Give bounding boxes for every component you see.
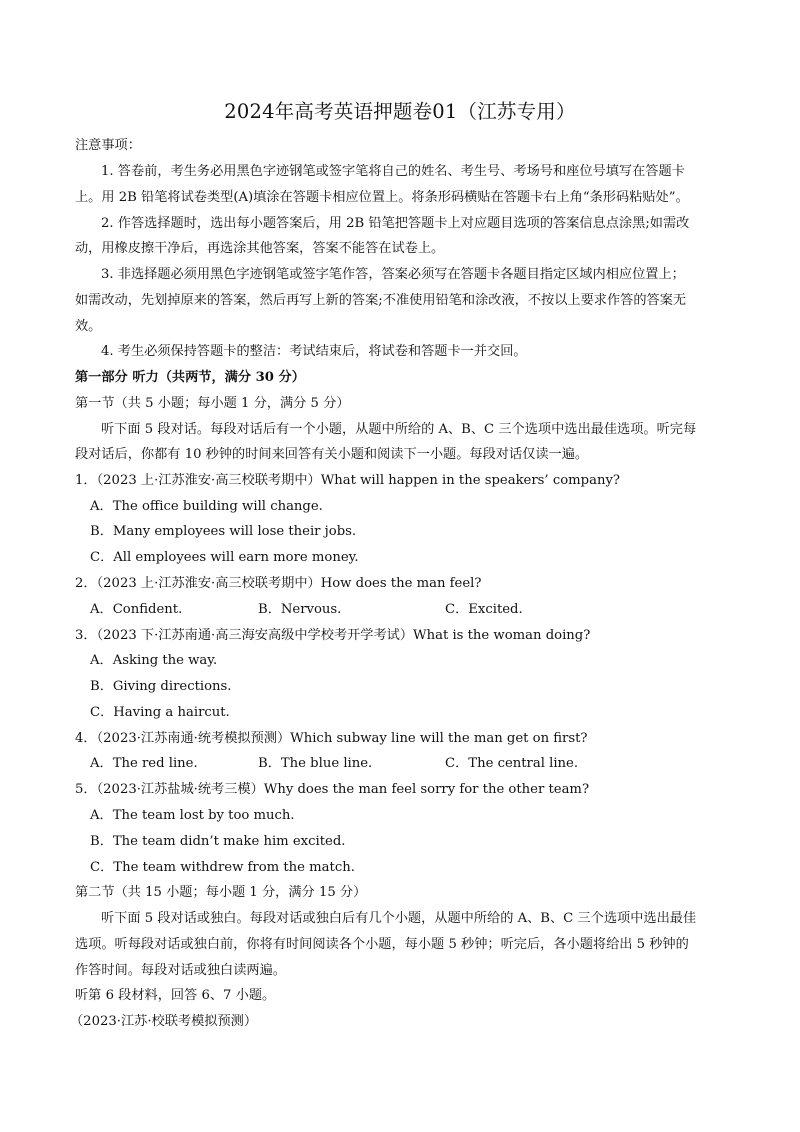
question-5-option-b: B．The team didn’t make him excited. (90, 834, 346, 849)
question-4-stem: 4．（2023·江苏南通·统考模拟预测）Which subway line will the man get on first? (75, 731, 588, 746)
notice-item-3-line-3: 效。 (75, 319, 102, 334)
question-5-stem: 5．（2023·江苏盐城·统考三模）Why does the man feel sorry for the other team? (75, 782, 590, 797)
question-4-option-c: C．The central line. (445, 756, 579, 771)
question-3-option-b: B．Giving directions. (90, 679, 232, 694)
notice-item-3-line-1: 3. 非选择题必须用黑色字迹钢笔或签字笔作答，答案必须写在答题卡各题目指定区域内相应位置上； (101, 267, 685, 282)
notice-item-4: 4. 考生必须保持答题卡的整洁：考试结束后，将试卷和答题卡一并交回。 (101, 344, 527, 359)
question-3-stem: 3．（2023 下·江苏南通·高三海安高级中学校考开学考试）What is the woman doing? (75, 628, 591, 643)
question-1-option-a: A．The office building will change. (90, 499, 323, 514)
question-3-option-c: C．Having a haircut. (90, 705, 230, 720)
question-5-option-c: C．The team withdrew from the match. (90, 860, 355, 875)
section1-heading: 第一节（共 5 小题；每小题 1 分，满分 5 分） (75, 396, 350, 411)
section2-instructions-line-1: 听下面 5 段对话或独白。每段对话或独白后有几个小题，从题中所给的 A、B、C 三个选项中选出最佳 (101, 911, 697, 926)
notice-heading: 注意事项： (75, 138, 141, 153)
notice-item-2-line-2: 动，用橡皮擦干净后，再选涂其他答案，答案不能答在试卷上。 (75, 241, 445, 256)
question-2-stem: 2．（2023 上·江苏淮安·高三校联考期中）How does the man feel? (75, 576, 482, 591)
section2-source: （2023·江苏·校联考模拟预测） (70, 1014, 258, 1029)
section1-instructions-line-1: 听下面 5 段对话。每段对话后有一个小题，从题中所给的 A、B、C 三个选项中选出最佳选项。听完每 (101, 422, 697, 437)
part1-heading: 第一部分 听力（共两节，满分 30 分） (75, 370, 305, 385)
page-title: 2024年高考英语押题卷01（江苏专用） (224, 100, 576, 123)
question-4-option-b: B．The blue line. (258, 756, 373, 771)
question-2-option-a: A．Confident. (90, 602, 183, 617)
question-2-option-b: B．Nervous. (258, 602, 342, 617)
section2-material-note: 听第 6 段材料，回答 6、7 小题。 (75, 988, 276, 1003)
question-4-option-a: A．The red line. (90, 756, 198, 771)
section2-instructions-line-3: 作答时间。每段对话或独白读两遍。 (75, 963, 286, 978)
question-1-option-c: C．All employees will earn more money. (90, 550, 359, 565)
question-3-option-a: A．Asking the way. (90, 653, 218, 668)
section2-heading: 第二节（共 15 小题；每小题 1 分，满分 15 分） (75, 885, 367, 900)
notice-item-1-line-1: 1. 答卷前，考生务必用黑色字迹钢笔或签字笔将自己的姓名、考生号、考场号和座位号填写在答题卡 (101, 164, 685, 179)
notice-item-3-line-2: 如需改动，先划掉原来的答案，然后再写上新的答案;不准使用铅笔和涂改液，不按以上要求作答的答案无 (75, 293, 687, 308)
question-5-option-a: A．The team lost by too much. (90, 808, 295, 823)
section1-instructions-line-2: 段对话后，你都有 10 秒钟的时间来回答有关小题和阅读下一小题。每段对话仅读一遍。 (75, 447, 589, 462)
question-1-option-b: B．Many employees will lose their jobs. (90, 524, 357, 539)
notice-item-1-line-2: 上。用 2B 铅笔将试卷类型(A)填涂在答题卡相应位置上。将条形码横贴在答题卡右上角“条形码粘贴处”。 (75, 190, 689, 205)
section2-instructions-line-2: 选项。听每段对话或独白前，你将有时间阅读各个小题，每小题 5 秒钟；听完后，各小题将给出 5 秒钟的 (75, 937, 689, 952)
notice-item-2-line-1: 2. 作答选择题时，选出每小题答案后，用 2B 铅笔把答题卡上对应题目选项的答案信息点涂黑;如需改 (101, 216, 690, 231)
question-1-stem: 1．（2023 上·江苏淮安·高三校联考期中）What will happen in the speakers’ company? (75, 473, 620, 488)
question-2-option-c: C．Excited. (445, 602, 523, 617)
